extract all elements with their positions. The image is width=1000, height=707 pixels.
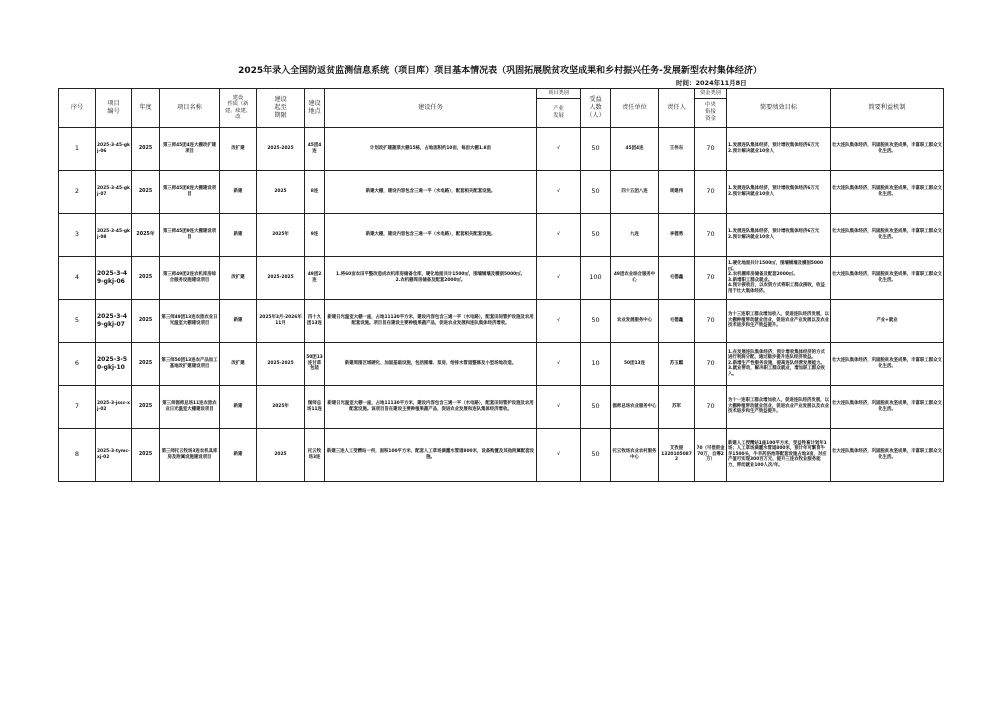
cell-beneficiaries: 50 xyxy=(581,213,611,256)
cell-name: 第三师45团9连大棚建设项目 xyxy=(160,213,220,256)
cell-year: 2025 xyxy=(132,342,160,385)
cell-location: 8连 xyxy=(305,170,325,213)
cell-no: 4 xyxy=(59,256,96,299)
header-name: 项目名称 xyxy=(160,89,220,128)
header-goal: 简要绩效目标 xyxy=(727,89,831,128)
header-category: 产业 发展 xyxy=(537,98,581,127)
document-date: 时间：2024年11月8日 xyxy=(676,79,747,87)
cell-task: 计划改扩建蔬菜大棚15栋，占地面积约10亩，每亩大棚1.8亩 xyxy=(325,127,537,170)
cell-name: 第三师50团13连农产品加工基地改扩建建设项目 xyxy=(160,342,220,385)
cell-nature: 改扩建 xyxy=(220,256,257,299)
cell-mechanism: 壮大连队集体经济，巩固脱贫攻坚成果，丰富职工群众文化生活。 xyxy=(831,213,944,256)
cell-mechanism: 壮大连队集体经济，巩固脱贫攻坚成果，丰富职工群众文化生活。 xyxy=(831,170,944,213)
cell-category: √ xyxy=(537,385,581,428)
cell-location: 四十九团13连 xyxy=(305,299,325,342)
cell-no: 6 xyxy=(59,342,96,385)
cell-person: 艾孜提 13201050872 xyxy=(659,428,695,481)
cell-year: 2025 xyxy=(132,385,160,428)
cell-year: 2025 xyxy=(132,299,160,342)
cell-mechanism: 壮大连队集体经济，巩固脱贫攻坚成果，丰富职工群众文化生活。 xyxy=(831,428,944,481)
header-no: 序号 xyxy=(59,89,96,128)
table-row xyxy=(59,342,944,385)
cell-mechanism: 壮大连队集体经济，巩固脱贫攻坚成果，丰富职工群众文化生活。 xyxy=(831,256,944,299)
cell-nature: 改扩建 xyxy=(220,127,257,170)
table-row xyxy=(59,170,944,213)
cell-unit: 四十五团八连 xyxy=(611,170,659,213)
cell-name: 第三师45团8连大棚建设项目 xyxy=(160,170,220,213)
cell-task: 新建大棚，建设内容包含三通一平（水电路），配套相关配套设施。 xyxy=(325,213,537,256)
cell-goal: 为十一连职工群众增加收入，促进连队经济发展，以大棚种植带动就业创业，促进农业产业发展以及农业技术进步和生产效益提升。 xyxy=(727,385,831,428)
table-row xyxy=(59,213,944,256)
cell-period: 2025年3月-2026年11月 xyxy=(257,299,305,342)
cell-period: 2025-2025 xyxy=(257,127,305,170)
cell-fund: 70 xyxy=(695,299,727,342)
cell-nature: 新建 xyxy=(220,385,257,428)
cell-unit: 45团4连 xyxy=(611,127,659,170)
cell-fund: 70 xyxy=(695,170,727,213)
cell-year: 2025 xyxy=(132,170,160,213)
cell-nature: 新建 xyxy=(220,170,257,213)
cell-year: 2025 xyxy=(132,127,160,170)
cell-person: 周建伟 xyxy=(659,170,695,213)
header-person: 责任人 xyxy=(659,89,695,128)
cell-goal: 1.发展连队集体经济，预计增收集体经济6万元 2.预计解决就业10余人 xyxy=(727,213,831,256)
cell-mechanism: 壮大连队集体经济，巩固脱贫攻坚成果，丰富职工群众文化生活。 xyxy=(831,127,944,170)
header-unit: 责任单位 xyxy=(611,89,659,128)
cell-beneficiaries: 50 xyxy=(581,127,611,170)
cell-fund: 70 xyxy=(695,127,727,170)
cell-beneficiaries: 100 xyxy=(581,256,611,299)
cell-unit: 伽师总场农业服务中心 xyxy=(611,385,659,428)
header-row-1 xyxy=(59,89,944,99)
header-beneficiaries: 受益 人数 （人） xyxy=(581,89,611,128)
cell-beneficiaries: 50 xyxy=(581,170,611,213)
table-row xyxy=(59,428,944,481)
cell-person: 苏玉麒 xyxy=(659,342,695,385)
cell-no: 8 xyxy=(59,428,96,481)
cell-code: 2025-3-49-gkj-06 xyxy=(96,256,132,299)
project-table xyxy=(58,88,944,482)
cell-code: 2025-3-45-gkj-07 xyxy=(96,170,132,213)
cell-task: 1.将60亩农田平整改造成农机库房储备仓库，硬化地面共计1500㎡，围墙铺墙及横剖5000㎡。 2.农机棚库房储备及配套2000㎡。 xyxy=(325,256,537,299)
cell-fund: 70 xyxy=(695,385,727,428)
cell-year: 2025 xyxy=(132,256,160,299)
table-row xyxy=(59,385,944,428)
cell-code: 2025-3-tymc-xj-02 xyxy=(96,428,132,481)
cell-no: 7 xyxy=(59,385,96,428)
table-row xyxy=(59,127,944,170)
cell-mechanism: 壮大连队集体经济，巩固脱贫攻坚成果，丰富职工群众文化生活。 xyxy=(831,342,944,385)
cell-code: 2025-3-50-gkj-10 xyxy=(96,342,132,385)
cell-goal: 为十三连职工群众增加收入，促进连队经济发展，以大棚种植带动就业创业，促进农业产业发展以及农业技术进步和生产效益提升。 xyxy=(727,299,831,342)
cell-goal: 新建人工授精站1座100平方米，受益牲畜计划年1场；人工草场滴灌水管道800米，预计年可繁育牛羊1500头，牛羊药浴池等配套设施占地3亩，对应产值可实现300百万元，提升三连农牧业服务能力，带动就业100人次/年。 xyxy=(727,428,831,481)
cell-beneficiaries: 50 xyxy=(581,385,611,428)
document-title: 2025年录入全国防返贫监测信息系统（项目库）项目基本情况表（巩固拓展脱贫攻坚成果和乡村振兴任务-发展新型农村集体经济） xyxy=(238,66,762,76)
header-nature: 建设 性质（新 建、续建、 改 xyxy=(220,89,257,128)
cell-fund: 70 xyxy=(695,213,727,256)
header-mechanism: 简要利益机制 xyxy=(831,89,944,128)
cell-goal: 1.硬化地面共计1500㎡，围墙铺墙及横剖5000㎡。 2.农机棚库房储备及配套2000㎡。 3.新增职工群众就业。 4.预计接收后，以农资方式将职工群众接收，收益用于壮大集体经济。 xyxy=(727,256,831,299)
cell-unit: 49团农业综合服务中心 xyxy=(611,256,659,299)
cell-code: 2025-3-45-gkj-08 xyxy=(96,213,132,256)
cell-unit: 九连 xyxy=(611,213,659,256)
cell-unit: 50团13连 xyxy=(611,342,659,385)
cell-person: 苏军 xyxy=(659,385,695,428)
cell-person: 毛德鑫 xyxy=(659,299,695,342)
cell-name: 第三师49团2连农机库房综合服务设施建设项目 xyxy=(160,256,220,299)
cell-category: √ xyxy=(537,428,581,481)
cell-category: √ xyxy=(537,299,581,342)
cell-location: 托云牧场3连 xyxy=(305,428,325,481)
cell-nature: 新建 xyxy=(220,299,257,342)
cell-location: 49团2连 xyxy=(305,256,325,299)
cell-person: 毛德鑫 xyxy=(659,256,695,299)
cell-period: 2025 xyxy=(257,170,305,213)
cell-nature: 改扩建 xyxy=(220,342,257,385)
cell-period: 2025年 xyxy=(257,213,305,256)
cell-name: 第三师托云牧场3连农机具库房及附属设施建设项目 xyxy=(160,428,220,481)
cell-name: 第三师49团13连农旅农业日光温室大棚建设项目 xyxy=(160,299,220,342)
cell-no: 5 xyxy=(59,299,96,342)
cell-person: 李德勇 xyxy=(659,213,695,256)
cell-name: 第三师45团4连大棚改扩建项目 xyxy=(160,127,220,170)
cell-name: 第三师伽师总场11连农旅农业日光温室大棚建设项目 xyxy=(160,385,220,428)
cell-goal: 1.发展连队集体经济，预计增收集体经济6万元 2.预计解决就业10余人 xyxy=(727,170,831,213)
header-location: 建设 地点 xyxy=(305,89,325,128)
cell-code: 2025-3-49-gkj-07 xyxy=(96,299,132,342)
cell-goal: 1.在发展连队集体经济，预计增收集体经济的方式进行利润分配，通过稳步提升连队经济效益。 2.新增生产性服务设施，提高连队经营发展能力。 3.就业带动，解决职工群众就业，增加职工群众收入。 xyxy=(727,342,831,385)
cell-period: 2025-2025 xyxy=(257,256,305,299)
cell-task: 新建三连人工受精站一所，面积100平方米，配套人工草场滴灌水管道800米，设备购置及其他附属配套设施。 xyxy=(325,428,537,481)
cell-person: 王伟东 xyxy=(659,127,695,170)
cell-year: 2025 xyxy=(132,428,160,481)
cell-mechanism: 产业+就业 xyxy=(831,299,944,342)
cell-fund: 70 xyxy=(695,256,727,299)
cell-category: √ xyxy=(537,170,581,213)
cell-period: 2025-2025 xyxy=(257,342,305,385)
header-category-group: 项目类别 xyxy=(537,89,581,99)
header-fund: 中央 衔接 资金 xyxy=(695,98,727,127)
cell-category: √ xyxy=(537,213,581,256)
cell-location: 50团13连甘草包装 xyxy=(305,342,325,385)
cell-location: 45团4连 xyxy=(305,127,325,170)
header-task: 建设任务 xyxy=(325,89,537,128)
cell-period: 2025 xyxy=(257,428,305,481)
cell-mechanism: 壮大连队集体经济，巩固脱贫攻坚成果，丰富职工群众文化生活。 xyxy=(831,385,944,428)
cell-category: √ xyxy=(537,127,581,170)
cell-location: 9连 xyxy=(305,213,325,256)
table-row xyxy=(59,299,944,342)
cell-unit: 农业发展服务中心 xyxy=(611,299,659,342)
cell-category: √ xyxy=(537,256,581,299)
header-year: 年度 xyxy=(132,89,160,128)
cell-location: 伽师总场11连 xyxy=(305,385,325,428)
cell-period: 2025年 xyxy=(257,385,305,428)
header-period: 建设 起至 期限 xyxy=(257,89,305,128)
cell-goal: 1.发展连队集体经济，预计增收集体经济6万元 2.预计解决就业10余人 xyxy=(727,127,831,170)
cell-no: 3 xyxy=(59,213,96,256)
cell-category: √ xyxy=(537,342,581,385)
cell-fund: 70（可偿资金70万，自筹2万） xyxy=(695,428,727,481)
header-fund-group: 资金类别 xyxy=(695,89,727,99)
cell-task: 新建日光温室大棚一座，占地11130平方米，建设内容包含三通一平（水电路），配套田间管护设施及农用配套设施。项目旨在建设主要种植果蔬产品，促进农业发展和连队集体经济增收。 xyxy=(325,299,537,342)
header-code: 项目 编号 xyxy=(96,89,132,128)
cell-no: 2 xyxy=(59,170,96,213)
cell-code: 2025-3-45-gkj-06 xyxy=(96,127,132,170)
cell-code: 2025-3-jssc-xj-02 xyxy=(96,385,132,428)
cell-fund: 70 xyxy=(695,342,727,385)
cell-beneficiaries: 10 xyxy=(581,342,611,385)
cell-unit: 托云牧场农业农村服务中心 xyxy=(611,428,659,481)
cell-task: 新建大棚，建设内容包含三通一平（水电路），配套相关配套设施。 xyxy=(325,170,537,213)
cell-year: 2025年 xyxy=(132,213,160,256)
cell-nature: 新建 xyxy=(220,213,257,256)
cell-no: 1 xyxy=(59,127,96,170)
cell-task: 新建周围区域硬化、加固基础设施，包括围墙、泵房，给排水管道整修及小型场地改造。 xyxy=(325,342,537,385)
cell-beneficiaries: 50 xyxy=(581,299,611,342)
table-row xyxy=(59,256,944,299)
cell-task: 新建日光温室大棚一座，占地11130平方米，建设内容包含三通一平（水电路），配套田间管护设施及农用配套设施。该项目旨在建设主要种植果蔬产品，促进农业发展和连队集体经济增收。 xyxy=(325,385,537,428)
cell-nature: 新建 xyxy=(220,428,257,481)
cell-beneficiaries: 50 xyxy=(581,428,611,481)
